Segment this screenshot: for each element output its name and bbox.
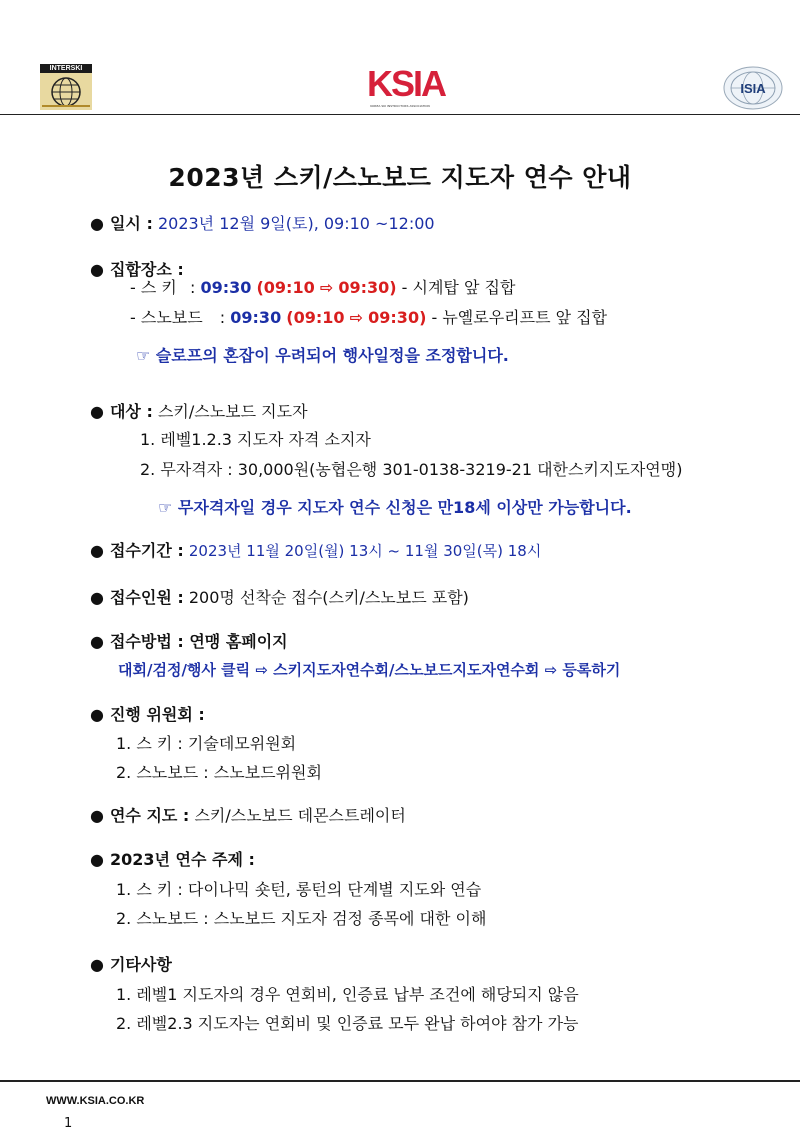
meeting-note: ☞ 슬로프의 혼잡이 우려되어 행사일정을 조정합니다. — [136, 346, 509, 365]
bullet-icon: ● — [90, 850, 104, 869]
other-item-2: 2. 레벨2.3 지도자는 연회비 및 인증료 모두 완납 하여야 참가 가능 — [116, 1014, 579, 1033]
bullet-icon: ● — [90, 632, 104, 651]
meeting-board-time: 09:30 — [230, 308, 282, 327]
date-label: 일시 : — [109, 214, 153, 233]
bullet-icon: ● — [90, 260, 104, 279]
page-title: 2023년 스키/스노보드 지도자 연수 안내 — [168, 163, 632, 192]
period-value: 2023년 11월 20일(월) 13시 ~ 11월 30일(목) 18시 — [188, 542, 542, 560]
bullet-icon: ● — [90, 955, 104, 974]
isia-logo-text: ISIA — [740, 81, 766, 96]
instructor-label: 연수 지도 : — [109, 806, 190, 825]
topic-item-1: 1. 스 키 : 다이나믹 숏턴, 롱턴의 단계별 지도와 연습 — [116, 880, 482, 899]
bullet-icon: ● — [90, 541, 104, 560]
meeting-board-row — [130, 308, 607, 328]
committee-item-1: 1. 스 키 : 기술데모위원회 — [116, 734, 297, 753]
isia-logo — [723, 65, 783, 111]
header-divider — [0, 114, 800, 115]
topic-item-2: 2. 스노보드 : 스노보드 지도자 검정 종목에 대한 이해 — [116, 909, 487, 928]
target-value: 스키/스노보드 지도자 — [157, 402, 308, 421]
topic-section — [90, 850, 255, 870]
ksia-logo-subtext: KOREA SKI INSTRUCTORS ASSOCIATION — [370, 104, 430, 108]
footer-url: WWW.KSIA.CO.KR — [46, 1095, 145, 1107]
meeting-ski-time: 09:30 — [200, 278, 252, 297]
bullet-icon: ● — [90, 402, 104, 421]
interski-logo-text: INTERSKI — [40, 64, 92, 73]
meeting-ski-name: - 스 키 — [130, 278, 177, 297]
globe-icon — [40, 73, 92, 110]
meeting-ski-colon: : — [189, 278, 196, 297]
meeting-label: 집합장소 : — [109, 260, 184, 279]
capacity-label: 접수인원 : — [109, 588, 184, 607]
meeting-board-new-time: 09:30) — [368, 308, 427, 327]
committee-item-2: 2. 스노보드 : 스노보드위원회 — [116, 763, 322, 782]
other-label: 기타사항 — [109, 955, 172, 974]
method-label: 접수방법 : 연맹 홈페이지 — [109, 632, 288, 651]
target-item-2 — [140, 460, 682, 480]
method-section — [90, 632, 288, 652]
bullet-icon: ● — [90, 705, 104, 724]
period-label: 접수기간 : — [109, 541, 184, 560]
target-section — [90, 402, 308, 422]
topic-label: 2023년 연수 주제 : — [109, 850, 255, 869]
capacity-section — [90, 588, 469, 608]
instructor-section — [90, 806, 406, 826]
date-section — [90, 214, 435, 234]
page-number: 1 — [64, 1116, 73, 1131]
bullet-icon: ● — [90, 214, 104, 233]
interski-logo — [40, 64, 92, 110]
meeting-board-colon: : — [219, 308, 226, 327]
instructor-value: 스키/스노보드 데몬스트레이터 — [194, 806, 406, 825]
target-item-2-prefix: 2. 무자격자 : 30,000원(농협은행 — [140, 460, 383, 479]
target-note: ☞ 무자격자일 경우 지도자 연수 신청은 만18세 이상만 가능합니다. — [158, 498, 632, 517]
method-path: 대회/검정/행사 클릭 ⇨ 스키지도자연수회/스노보드지도자연수회 ⇨ 등록하기 — [118, 661, 621, 679]
meeting-board-place: - 뉴옐로우리프트 앞 집합 — [431, 308, 608, 327]
target-label: 대상 : — [109, 402, 153, 421]
committee-section — [90, 705, 205, 725]
meeting-ski-row — [130, 278, 515, 298]
committee-label: 진행 위원회 : — [109, 705, 205, 724]
date-value: 2023년 12월 9일(토), 09:10 ~12:00 — [157, 214, 435, 233]
period-section — [90, 541, 541, 561]
target-bank-account: 301-0138-3219-21 — [382, 460, 532, 479]
bullet-icon: ● — [90, 588, 104, 607]
meeting-ski-new-time: 09:30) — [338, 278, 397, 297]
footer-divider — [0, 1080, 800, 1082]
target-item-1: 1. 레벨1.2.3 지도자 자격 소지자 — [140, 430, 371, 449]
meeting-board-name: - 스노보드 — [130, 308, 203, 327]
meeting-ski-old-time: (09:10 — [256, 278, 315, 297]
isia-globe-icon — [723, 65, 783, 111]
other-section — [90, 955, 172, 975]
capacity-value: 200명 선착순 접수(스키/스노보드 포함) — [188, 588, 469, 607]
meeting-section — [90, 260, 184, 280]
other-item-1: 1. 레벨1 지도자의 경우 연회비, 인증료 납부 조건에 해당되지 않음 — [116, 985, 579, 1004]
meeting-board-old-time: (09:10 — [286, 308, 345, 327]
target-item-2-suffix: 대한스키지도자연맹) — [532, 460, 683, 479]
ksia-logo — [367, 63, 446, 114]
bullet-icon: ● — [90, 806, 104, 825]
meeting-ski-place: - 시계탑 앞 집합 — [401, 278, 516, 297]
ksia-logo-text: KSIA — [367, 63, 446, 104]
arrow-right-icon: ⇨ — [349, 308, 364, 327]
arrow-right-icon: ⇨ — [319, 278, 334, 297]
